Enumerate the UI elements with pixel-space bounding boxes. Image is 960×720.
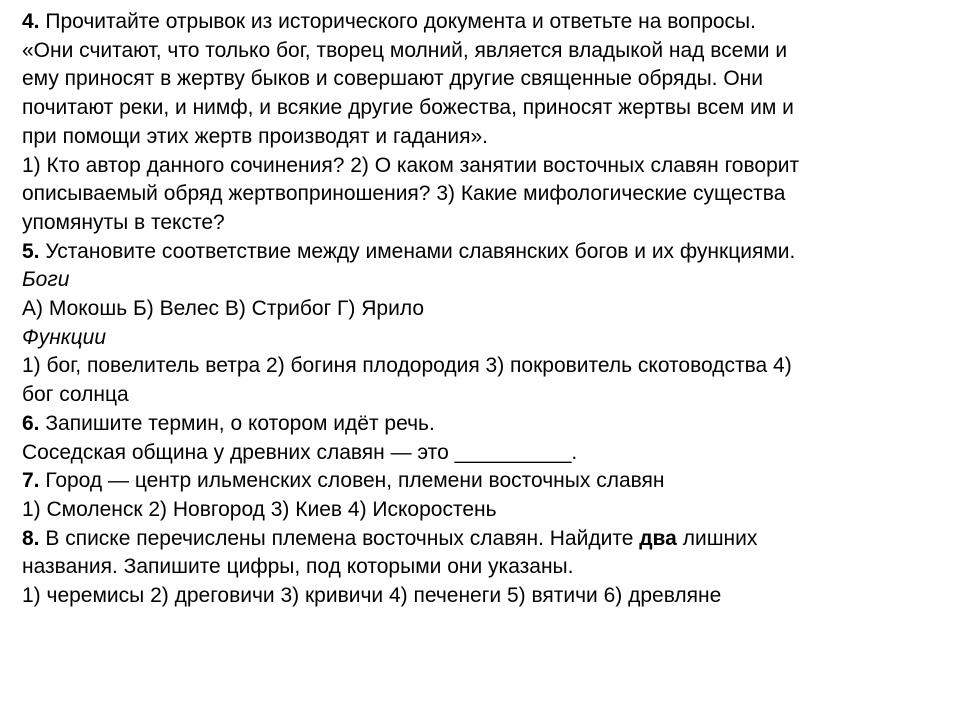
q7-options: 1) Смоленск 2) Новгород 3) Киев 4) Искоростень [22, 497, 497, 521]
q6-title: Запишите термин, о котором идёт речь. [39, 411, 435, 435]
q4-quote-line: «Они считают, что только бог, творец молний, является владыкой над всеми и [22, 38, 788, 62]
q5-functions-line: 1) бог, повелитель ветра 2) богиня плодородия 3) покровитель скотоводства 4) [22, 354, 792, 378]
q4-question-line: 1) Кто автор данного сочинения? 2) О каком занятии восточных славян говорит [22, 153, 800, 177]
q5-heading [22, 238, 942, 267]
q8-title-before: В списке перечислены племена восточных славян. Найдите [39, 526, 640, 550]
q4-title: Прочитайте отрывок из исторического документа и ответьте на вопросы. [39, 10, 756, 33]
q4-quote-line: почитают реки, и нимф, и всякие другие божества, приносят жертвы всем им и [22, 96, 794, 120]
document-page [22, 8, 942, 611]
q4-question-line: описываемый обряд жертвоприношения? 3) Какие мифологические существа [22, 182, 786, 206]
q8-title-emphasis: два [639, 526, 677, 550]
q4-question-line: упомянуты в тексте? [22, 210, 225, 234]
q5-gods-list: А) Мокошь Б) Велес В) Стрибог Г) Ярило [22, 297, 425, 321]
q8-number: 8. [22, 526, 40, 550]
q7-heading [22, 467, 942, 496]
q6-text: Соседская община у древних славян — это __________. [22, 440, 578, 464]
q5-title: Установите соответствие между именами славянских богов и их функциями. [39, 239, 796, 263]
q8-title-after: лишних [676, 526, 758, 550]
q5-functions-line: бог солнца [22, 383, 129, 407]
q8-line2: названия. Запишите цифры, под которыми они указаны. [22, 555, 574, 579]
q8-options: 1) черемисы 2) дреговичи 3) кривичи 4) печенеги 5) вятичи 6) древляне [22, 584, 722, 608]
q4-quote-line: при помощи этих жертв производят и гадания». [22, 124, 489, 148]
q6-number: 6. [22, 411, 40, 435]
q4-heading [22, 8, 942, 37]
q8-heading [22, 525, 942, 554]
q5-functions-label: Функции [22, 325, 107, 349]
q6-heading [22, 410, 942, 439]
q7-title: Город — центр ильменских словен, племени восточных славян [39, 469, 665, 493]
q4-number: 4. [22, 10, 40, 33]
q7-number: 7. [22, 469, 40, 493]
q4-quote-line: ему приносят в жертву быков и совершают другие священные обряды. Они [22, 67, 764, 91]
q5-gods-label: Боги [22, 268, 70, 292]
q5-number: 5. [22, 239, 40, 263]
